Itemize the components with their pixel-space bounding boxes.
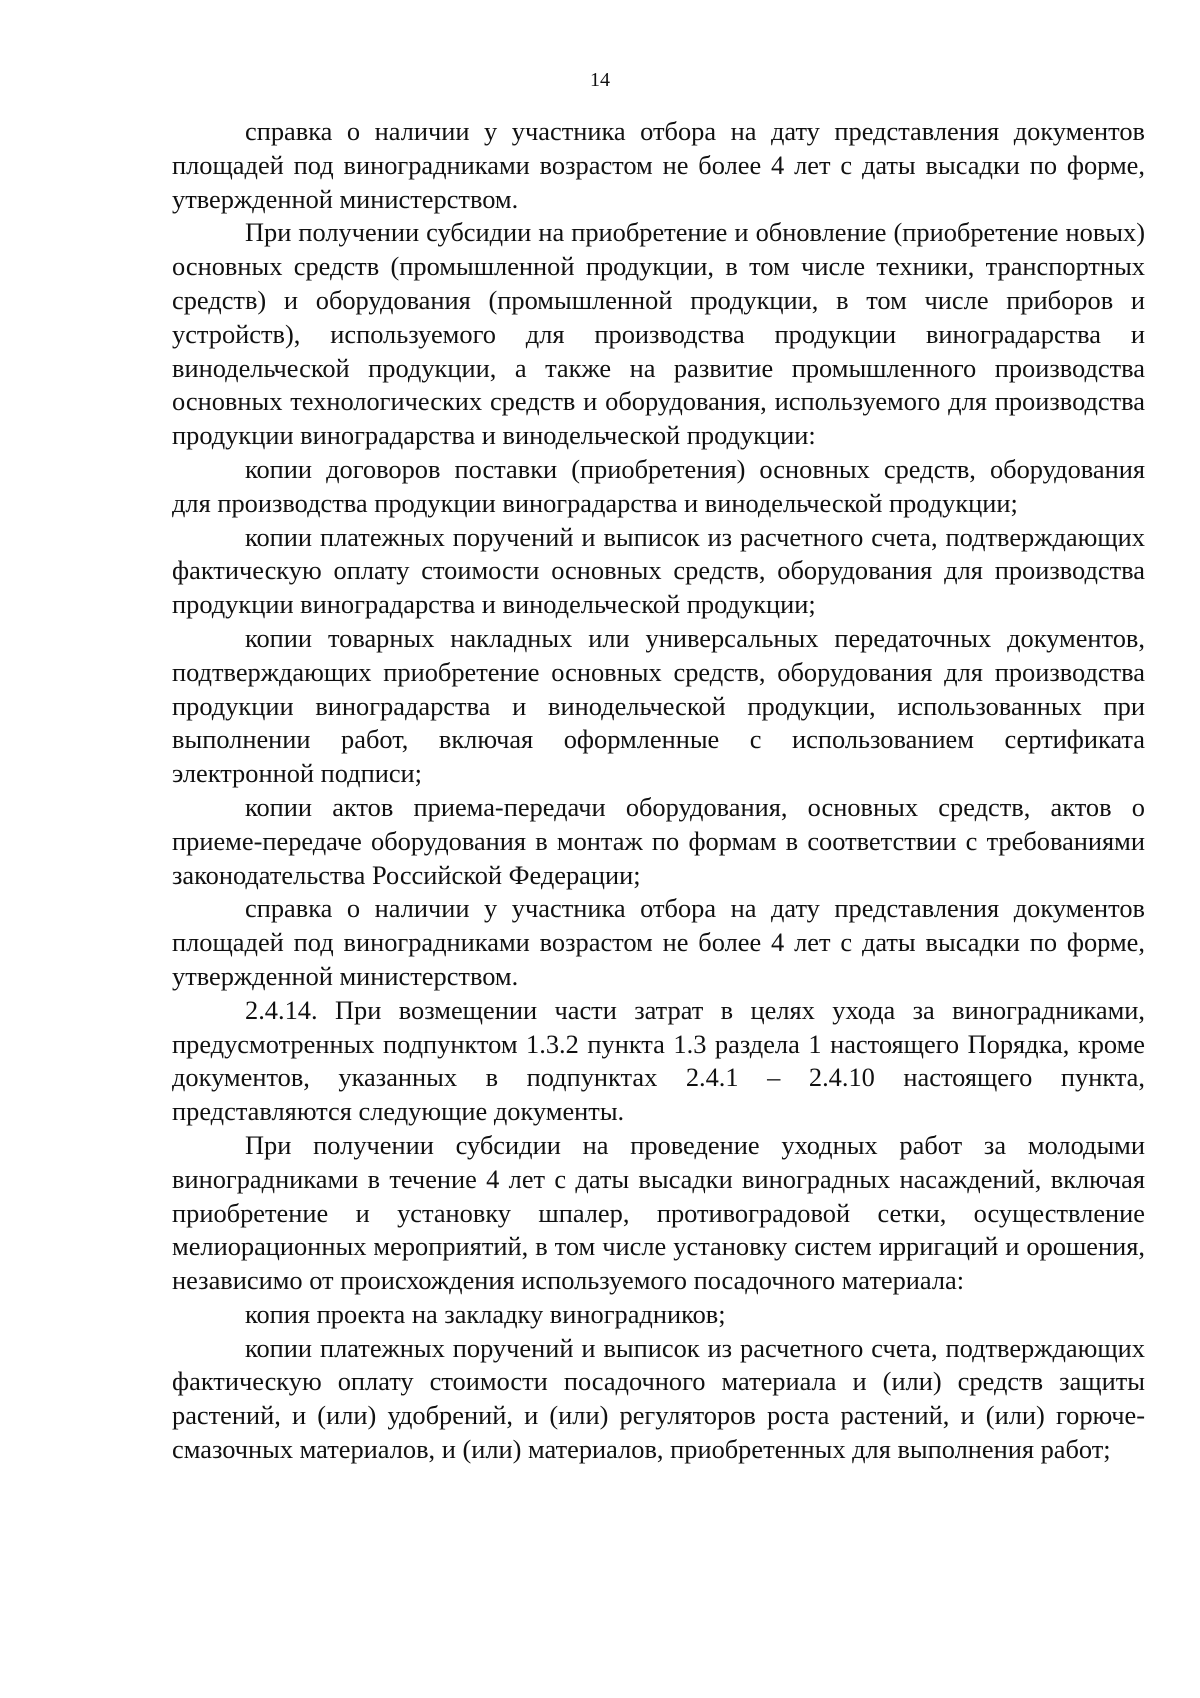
paragraph-certificate-vineyard-area: справка о наличии у участника отбора на дату представления документов площадей под виноградниками возрастом не более 4 лет с даты высадки по форме, утвержденной министерством. [172,116,1145,214]
page-number: 14 [590,69,610,91]
paragraph-acceptance-acts: копии актов приема-передачи оборудования, основных средств, актов о приеме-передаче оборудования в монтаж по формам в соответствии с требованиями законодательства Российской Федерации; [172,791,1145,890]
paragraph-payment-orders-materials: копии платежных поручений и выписок из расчетного счета, подтверждающих фактическую оплату стоимости посадочного материала и (или) средств защиты растений, и (или) удобрений, и (или) регуляторов роста растений, и (или) горюче-смазочных материалов, и (или) материалов, приобретенных для выполнения работ; [172,1332,1145,1465]
paragraph-waybills: копии товарных накладных или универсальных передаточных документов, подтверждающих приобретение основных средств, оборудования для производства продукции виноградарства и винодельческой продукции, использованных при выполнении работ, включая оформленные с использованием сертификата электронной подписи; [172,622,1145,789]
paragraph-section-2-4-14: 2.4.14. При возмещении части затрат в целях ухода за виноградниками, предусмотренных подпунктом 1.3.2 пункта 1.3 раздела 1 настоящего Порядка, кроме документов, указанных в подпунктах 2.4.1 – 2.4.10 настоящего пункта, представляются следующие документы. [172,994,1145,1127]
paragraph-project-copy: копия проекта на закладку виноградников; [245,1298,726,1329]
document-body [172,115,1145,1467]
paragraph-equipment-subsidy-intro: При получении субсидии на приобретение и обновление (приобретение новых) основных средств (промышленной продукции, в том числе техники, транспортных средств) и оборудования (промышленной продукции, в том числе приборов и устройств), используемого для производства продукции виноградарства и винодельческой продукции, а также на развитие промышленного производства основных технологических средств и оборудования, используемого для производства продукции виноградарства и винодельческой продукции: [172,217,1145,451]
paragraph-supply-contracts: копии договоров поставки (приобретения) основных средств, оборудования для производства продукции виноградарства и винодельческой продукции; [172,453,1145,518]
paragraph-care-subsidy-intro: При получении субсидии на проведение уходных работ за молодыми виноградниками в течение 4 лет с даты высадки виноградных насаждений, включая приобретение и установку шпалер, противоградовой сетки, осуществление мелиорационных мероприятий, в том числе установку систем ирригаций и орошения, независимо от происхождения используемого посадочного материала: [172,1129,1145,1296]
paragraph-certificate-vineyard-area-2: справка о наличии у участника отбора на дату представления документов площадей под виноградниками возрастом не более 4 лет с даты высадки по форме, утвержденной министерством. [172,893,1145,991]
paragraph-payment-orders-equipment: копии платежных поручений и выписок из расчетного счета, подтверждающих фактическую оплату стоимости основных средств, оборудования для производства продукции виноградарства и винодельческой продукции; [172,521,1145,620]
